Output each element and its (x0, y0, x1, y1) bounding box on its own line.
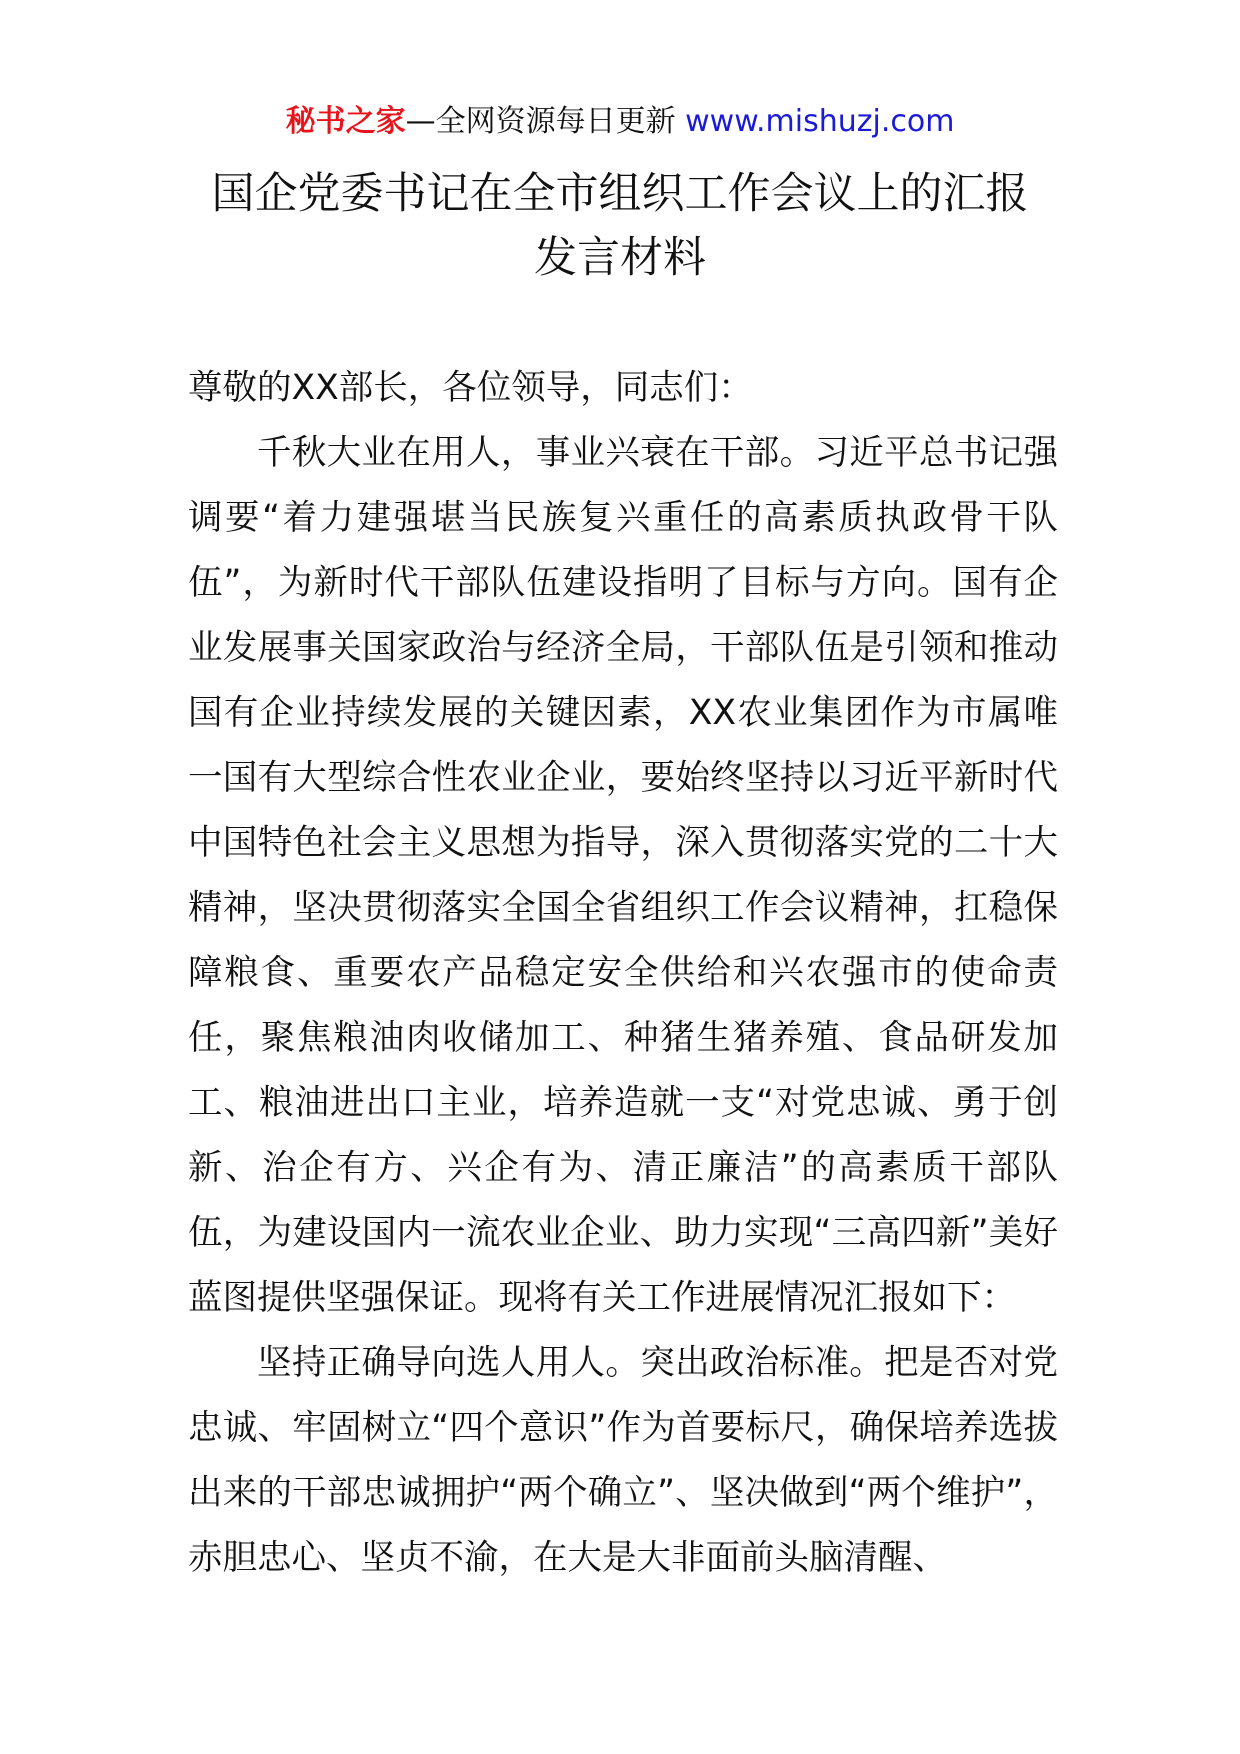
document-title (0, 162, 1240, 290)
body-paragraph-1: 千秋大业在用人，事业兴衰在干部。习近平总书记强调要“着力建强堪当民族复兴重任的高素质执政骨干队伍”，为新时代干部队伍建设指明了目标与方向。国有企业发展事关国家政治与经济全局，干部队伍是引领和推动国有企业持续发展的关键因素，XX农业集团作为市属唯一国有大型综合性农业企业，要始终坚持以习近平新时代中国特色社会主义思想为指导，深入贯彻落实党的二十大精神，坚决贯彻落实全国全省组织工作会议精神，扛稳保障粮食、重要农产品稳定安全供给和兴农强市的使命责任，聚焦粮油肉收储加工、种猪生猪养殖、食品研发加工、粮油进出口主业，培养造就一支“对党忠诚、勇于创新、治企有方、兴企有为、清正廉洁”的高素质干部队伍，为建设国内一流农业企业、助力实现“三高四新”美好蓝图提供坚强保证。现将有关工作进展情况汇报如下： (188, 433, 1058, 1318)
salutation: 尊敬的XX部长，各位领导，同志们： (188, 368, 753, 408)
site-header (0, 100, 1240, 144)
site-brand: 秘书之家 (285, 104, 406, 139)
site-tagline: —全网资源每日更新 (405, 104, 676, 139)
document-title-line-1: 国企党委书记在全市组织工作会议上的汇报 (211, 169, 1029, 219)
document-title-line-2: 发言材料 (534, 233, 706, 283)
document-body (188, 356, 1058, 1591)
site-url-link[interactable]: www.mishuzj.com (685, 104, 955, 139)
body-paragraph-2: 坚持正确导向选人用人。突出政治标准。把是否对党忠诚、牢固树立“四个意识”作为首要标尺，确保培养选拔出来的干部忠诚拥护“两个确立”、坚决做到“两个维护”，赤胆忠心、坚贞不渝，在大是大非面前头脑清醒、 (188, 1343, 1058, 1578)
